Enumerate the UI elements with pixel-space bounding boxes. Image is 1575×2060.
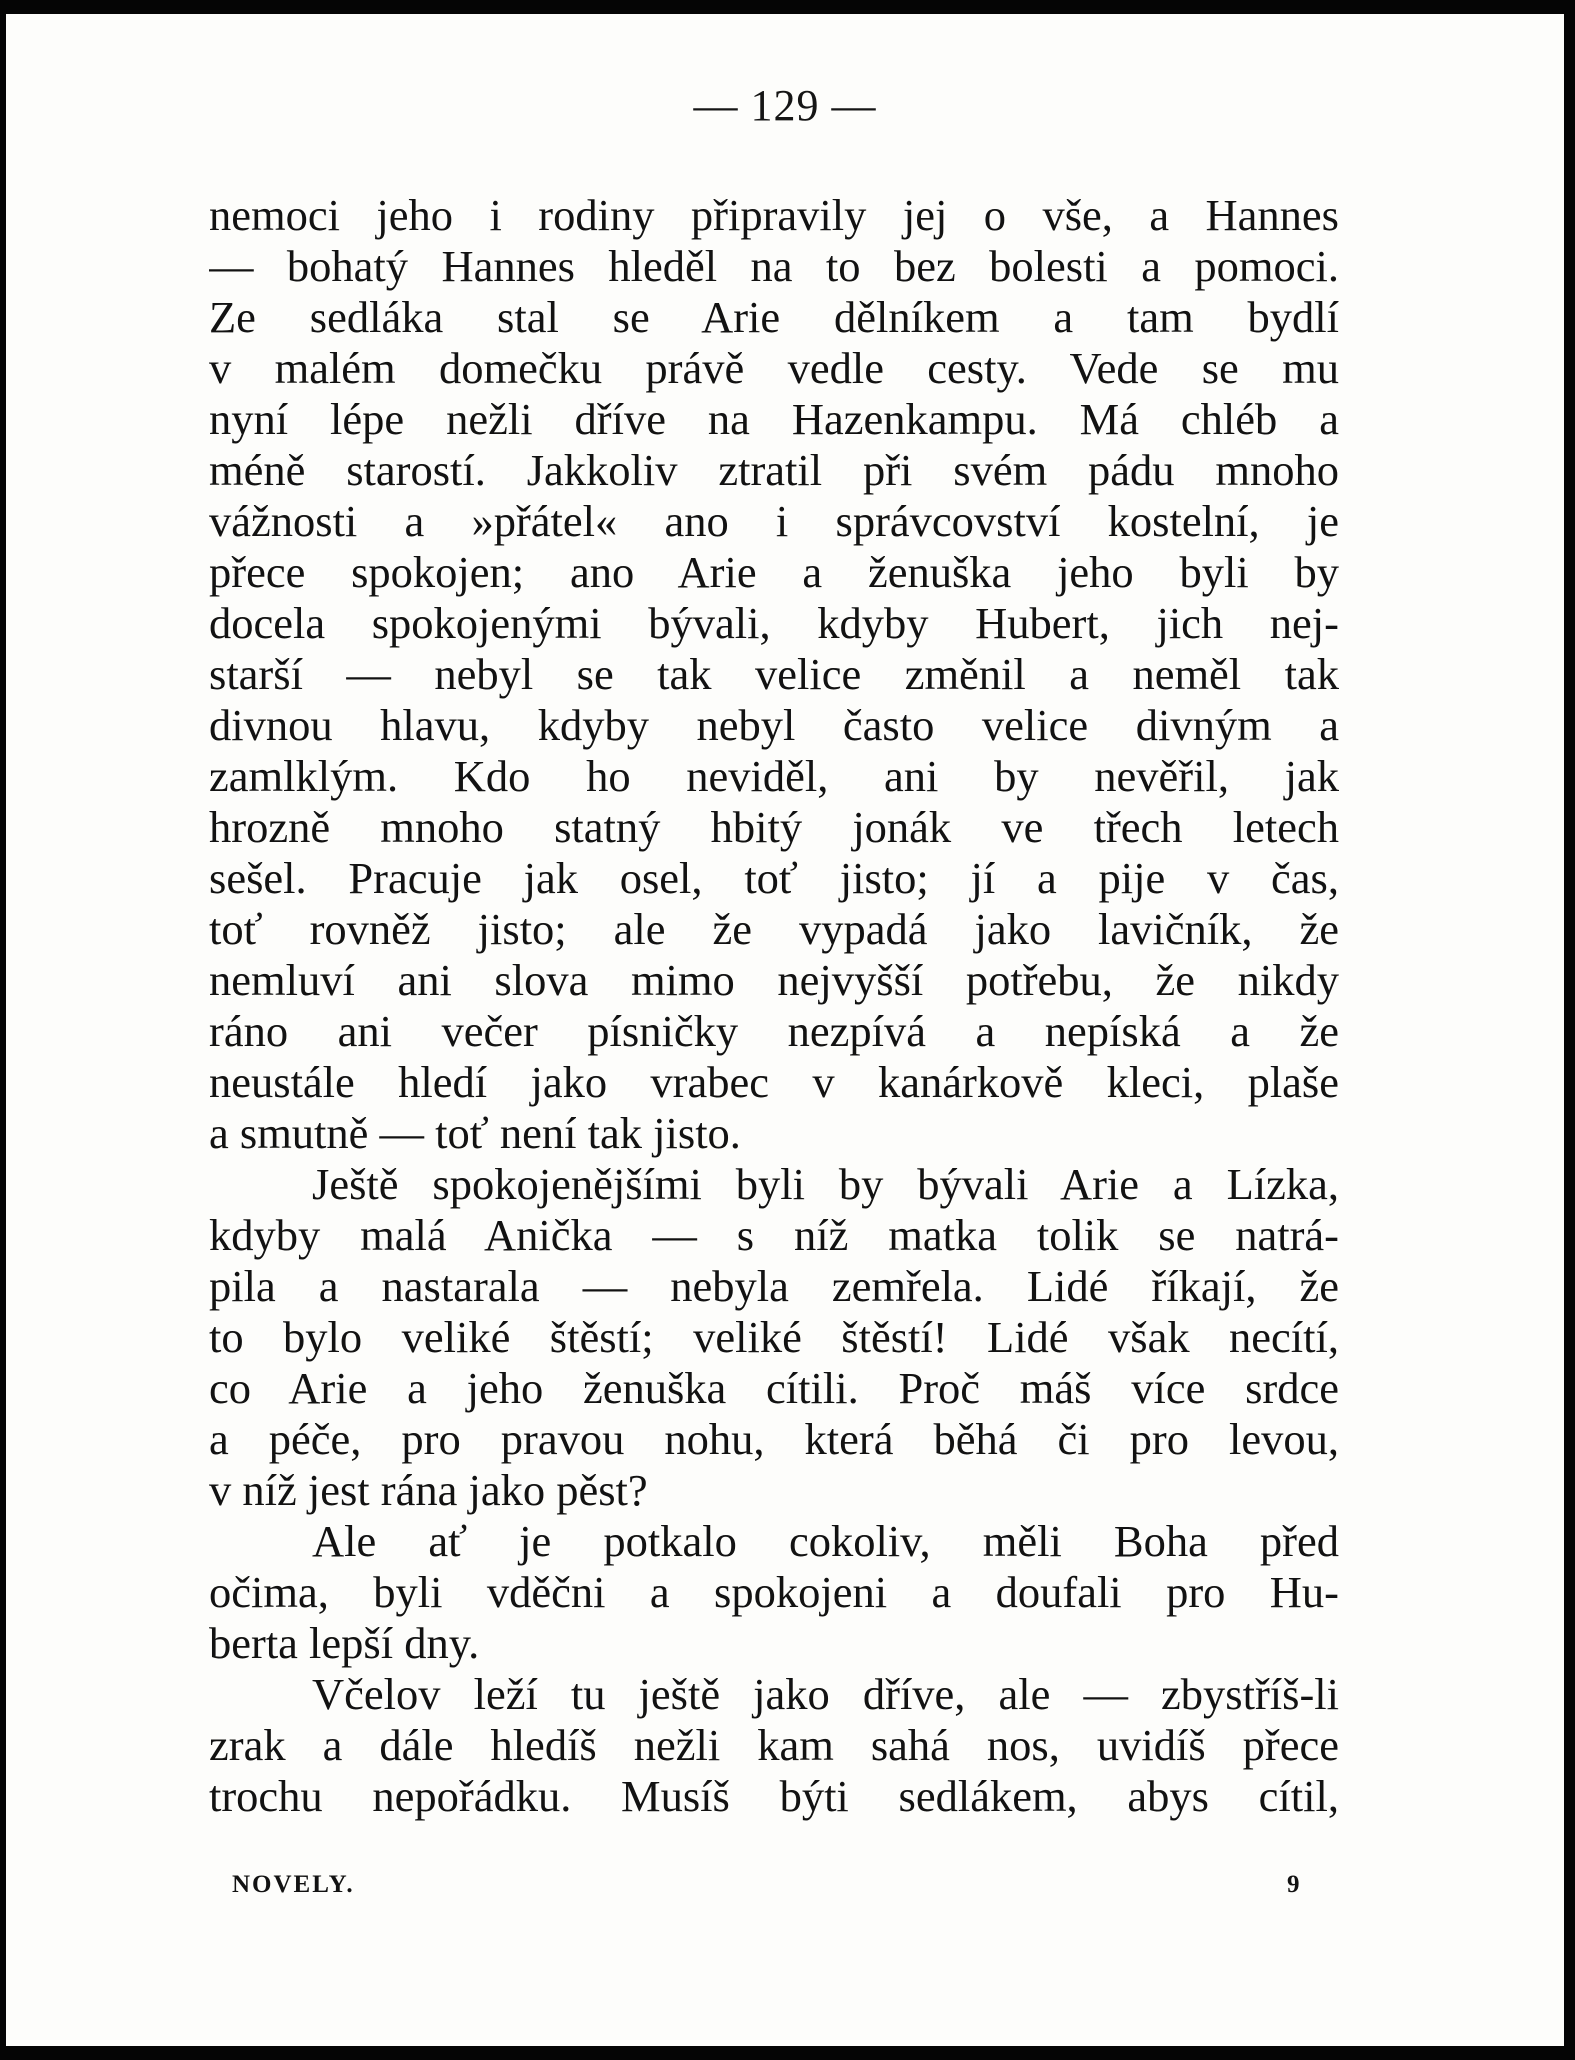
- text-line: zrak a dále hledíš nežli kam sahá nos, uvidíš přece: [209, 1720, 1339, 1770]
- text-line: docela spokojenými bývali, kdyby Hubert, jich nej-: [209, 598, 1339, 648]
- text-line: trochu nepořádku. Musíš býti sedlákem, abys cítil,: [209, 1771, 1339, 1821]
- text-line: berta lepší dny.: [209, 1618, 480, 1668]
- text-line: Ještě spokojenějšími byli by bývali Arie a Lízka,: [312, 1159, 1339, 1209]
- text-line: vážnosti a »přátel« ano i správcovství kostelní, je: [209, 496, 1339, 546]
- body-text: [209, 190, 1339, 1822]
- signature-number: 9: [1287, 1871, 1300, 1898]
- text-line: Včelov leží tu ještě jako dříve, ale — zbystříš-li: [312, 1669, 1339, 1719]
- text-line: kdyby malá Anička — s níž matka tolik se natrá-: [209, 1210, 1339, 1260]
- text-line: přece spokojen; ano Arie a ženuška jeho byli by: [209, 547, 1339, 597]
- page-number: — 129 —: [693, 81, 877, 130]
- text-line: a smutně — toť není tak jisto.: [209, 1108, 741, 1158]
- text-line: pila a nastarala — nebyla zemřela. Lidé říkají, že: [209, 1261, 1339, 1311]
- text-line: ráno ani večer písničky nezpívá a nepíská a že: [209, 1006, 1339, 1056]
- text-line: hrozně mnoho statný hbitý jonák ve třech letech: [209, 802, 1339, 852]
- book-page: [6, 14, 1564, 2046]
- text-line: očima, byli vděčni a spokojeni a doufali pro Hu-: [209, 1567, 1339, 1617]
- text-line: to bylo veliké štěstí; veliké štěstí! Lidé však necítí,: [209, 1312, 1339, 1362]
- text-line: v malém domečku právě vedle cesty. Vede se mu: [209, 343, 1339, 393]
- text-line: co Arie a jeho ženuška cítili. Proč máš více srdce: [209, 1363, 1339, 1413]
- text-line: méně starostí. Jakkoliv ztratil při svém pádu mnoho: [209, 445, 1339, 495]
- text-line: starší — nebyl se tak velice změnil a neměl tak: [209, 649, 1339, 699]
- text-line: nyní lépe nežli dříve na Hazenkampu. Má chléb a: [209, 394, 1339, 444]
- signature-mark: NOVELY.: [232, 1871, 355, 1898]
- text-line: v níž jest rána jako pěst?: [209, 1465, 648, 1515]
- text-line: Ale ať je potkalo cokoliv, měli Boha před: [312, 1516, 1339, 1566]
- text-line: neustále hledí jako vrabec v kanárkově kleci, plaše: [209, 1057, 1339, 1107]
- text-line: sešel. Pracuje jak osel, toť jisto; jí a pije v čas,: [209, 853, 1339, 903]
- text-line: — bohatý Hannes hleděl na to bez bolesti a pomoci.: [209, 241, 1339, 291]
- text-line: nemluví ani slova mimo nejvyšší potřebu, že nikdy: [209, 955, 1339, 1005]
- text-line: zamlklým. Kdo ho neviděl, ani by nevěřil, jak: [209, 751, 1339, 801]
- text-line: divnou hlavu, kdyby nebyl často velice divným a: [209, 700, 1339, 750]
- text-line: toť rovněž jisto; ale že vypadá jako lavičník, že: [209, 904, 1339, 954]
- text-line: nemoci jeho i rodiny připravily jej o vše, a Hannes: [209, 190, 1339, 240]
- text-line: a péče, pro pravou nohu, která běhá či pro levou,: [209, 1414, 1339, 1464]
- text-line: Ze sedláka stal se Arie dělníkem a tam bydlí: [209, 292, 1339, 342]
